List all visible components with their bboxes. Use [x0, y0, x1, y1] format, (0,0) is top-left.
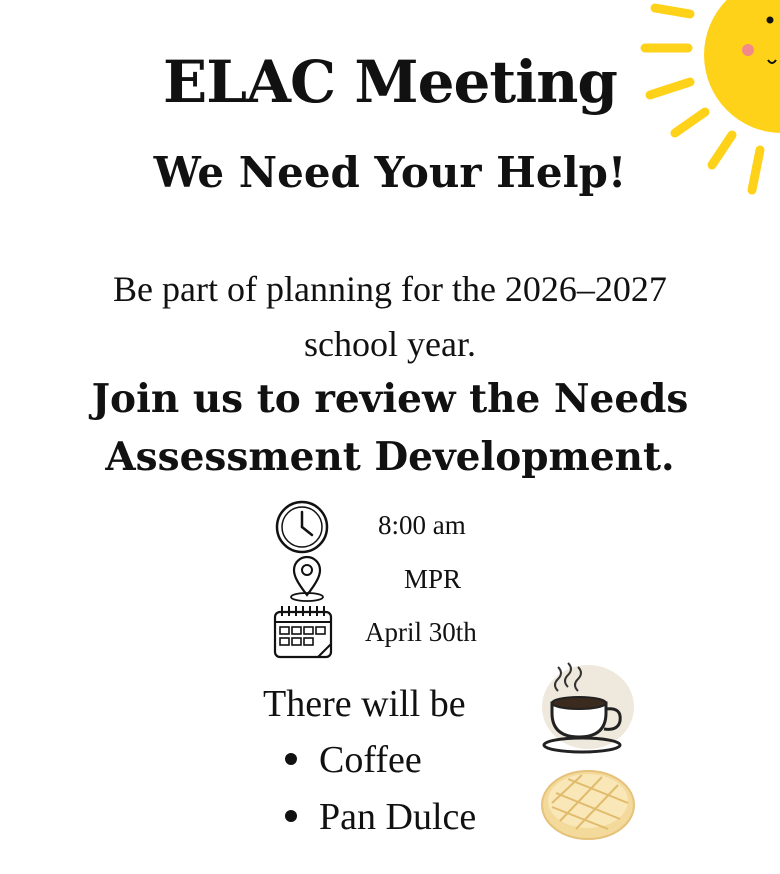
bullet-icon	[285, 753, 297, 765]
list-item-label: Coffee	[319, 739, 422, 781]
date-text: April 30th	[365, 617, 477, 647]
join-line-2: Assessment Development.	[105, 434, 675, 480]
clock-icon	[272, 497, 332, 557]
list-item-label: Pan Dulce	[319, 796, 477, 838]
time-text: 8:00 am	[378, 510, 466, 540]
intro-line-1: Be part of planning for the 2026–2027	[113, 269, 667, 309]
list-item-coffee	[285, 738, 422, 782]
coffee-cup-icon	[538, 655, 638, 755]
flyer-subtitle: We Need Your Help!	[153, 148, 627, 197]
join-line-1: Join us to review the Needs	[91, 376, 689, 422]
bullet-icon	[285, 810, 297, 822]
intro-line-2: school year.	[304, 324, 476, 364]
flyer-title: ELAC Meeting	[163, 48, 617, 116]
list-item-pan-dulce	[285, 795, 476, 839]
calendar-icon	[270, 602, 336, 662]
location-pin-icon	[282, 553, 332, 603]
there-will-be-heading: There will be	[263, 683, 466, 725]
pan-dulce-icon	[538, 763, 638, 843]
place-text: MPR	[404, 564, 462, 594]
